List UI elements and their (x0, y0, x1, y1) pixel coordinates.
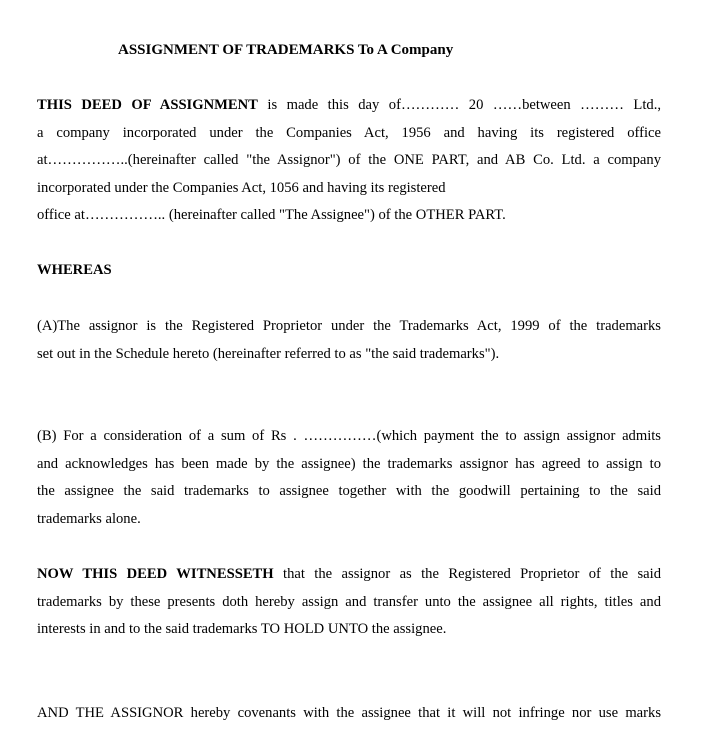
deed-line-5: office at…………….. (hereinafter called "The Assignee") of the OTHER PART. (37, 207, 506, 224)
covenant-line-1: AND THE ASSIGNOR hereby covenants with the assignee that it will not infringe nor use marks (37, 705, 661, 721)
clause-b-line-3: the assignee the said trademarks to assignee together with the goodwill pertaining to the said (37, 483, 661, 500)
clause-b-line-1: (B) For a consideration of a sum of Rs . ……………(which payment the to assign assignor admits (37, 428, 661, 444)
clause-b-paragraph (37, 423, 661, 533)
witnesseth-line-1-text: that the assignor as the Registered Proprietor of the said (273, 566, 661, 582)
deed-line-2: a company incorporated under the Companies Act, 1956 and having its registered office (37, 124, 661, 141)
witnesseth-lead: NOW THIS DEED WITNESSETH (37, 566, 274, 582)
document-title: ASSIGNMENT OF TRADEMARKS To A Company (118, 42, 454, 58)
clause-a-paragraph (37, 313, 661, 368)
deed-line-4: incorporated under the Companies Act, 1056 and having its registered (37, 179, 446, 196)
deed-line-1 (37, 92, 661, 120)
clause-a-line-1: (A)The assignor is the Registered Proprietor under the Trademarks Act, 1999 of the trademarks (37, 318, 661, 334)
clause-b-line-4: trademarks alone. (37, 510, 141, 527)
deed-line-1-text: is made this day of………… 20 ……between ……… Ltd., (257, 97, 661, 113)
whereas-heading: WHEREAS (37, 262, 112, 278)
deed-lead: THIS DEED OF ASSIGNMENT (37, 97, 258, 113)
deed-line-3: at……………..(hereinafter called "the Assignor") of the ONE PART, and AB Co. Ltd. a company (37, 152, 661, 169)
witnesseth-paragraph (37, 561, 661, 644)
witnesseth-line-3: interests in and to the said trademarks TO HOLD UNTO the assignee. (37, 621, 447, 638)
covenant-paragraph (37, 700, 661, 728)
clause-a-line-2: set out in the Schedule hereto (hereinafter referred to as "the said trademarks"). (37, 345, 500, 362)
witnesseth-line-1 (37, 561, 661, 589)
clause-b-line-2: and acknowledges has been made by the assignee) the trademarks assignor has agreed to assign to (37, 455, 661, 472)
deed-paragraph (37, 92, 661, 230)
witnesseth-line-2: trademarks by these presents doth hereby assign and transfer unto the assignee all rights, titles and (37, 593, 661, 610)
